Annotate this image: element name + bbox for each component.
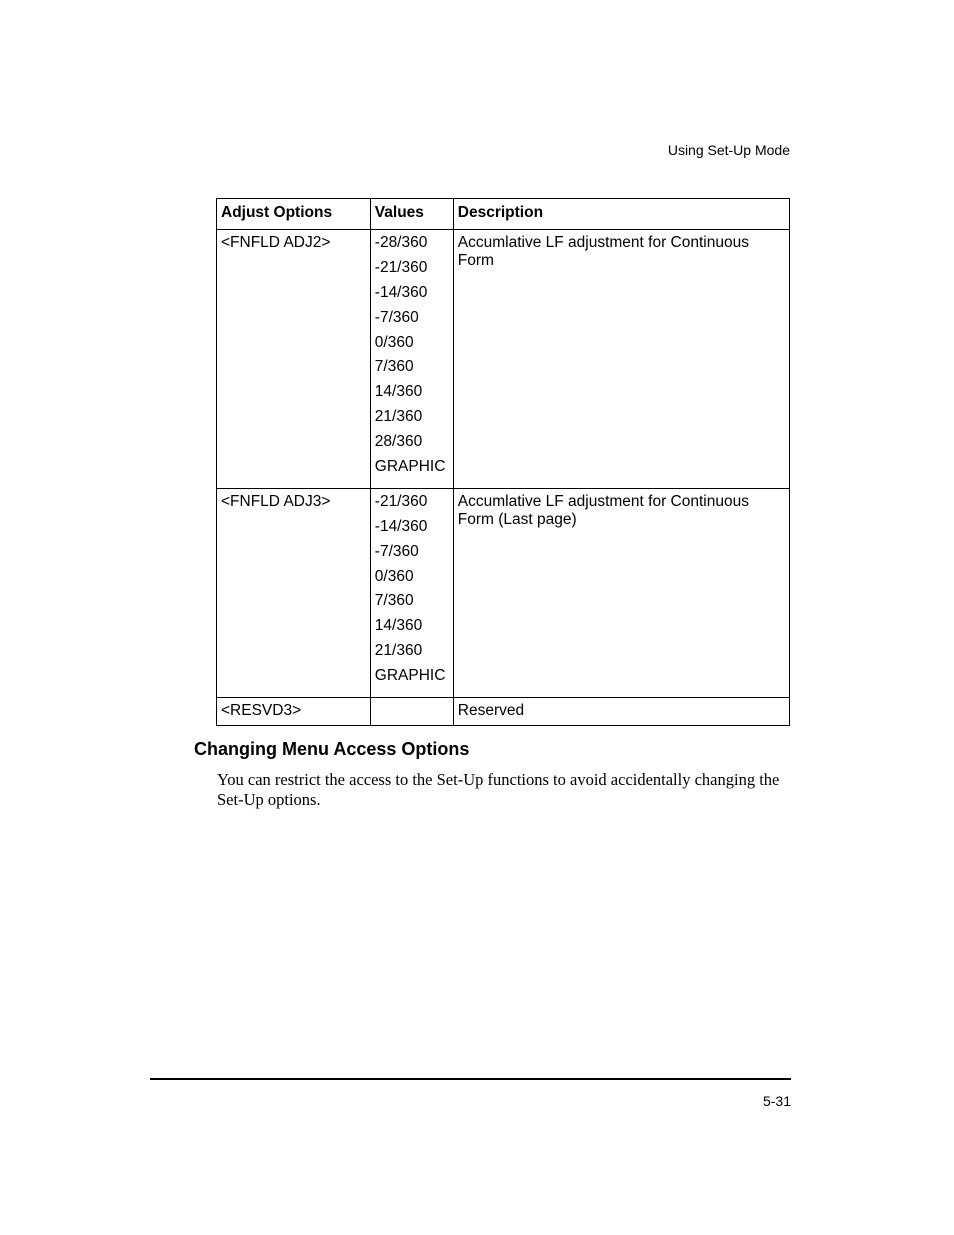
description-cell: Accumlative LF adjustment for Continuous Form (Last page) xyxy=(453,488,789,697)
option-cell: <FNFLD ADJ3> xyxy=(217,488,371,697)
option-cell: <RESVD3> xyxy=(217,698,371,726)
table-row-fnfld-adj2 xyxy=(217,230,790,489)
value-item: GRAPHIC xyxy=(374,667,446,685)
section-heading: Changing Menu Access Options xyxy=(194,739,470,759)
value-item: -14/360 xyxy=(374,283,428,301)
value-item: 7/360 xyxy=(374,592,414,610)
column-header-adjust-options: Adjust Options xyxy=(217,199,371,230)
values-cell xyxy=(370,488,453,697)
values-cell xyxy=(370,230,453,489)
value-item: 14/360 xyxy=(374,383,423,401)
value-item: 7/360 xyxy=(374,358,414,376)
value-item: -28/360 xyxy=(374,234,428,251)
value-item: GRAPHIC xyxy=(374,458,446,476)
description-cell: Accumlative LF adjustment for Continuous Form xyxy=(453,230,789,489)
value-item: 14/360 xyxy=(374,617,423,635)
table-header-row xyxy=(217,199,790,230)
running-header: Using Set-Up Mode xyxy=(667,142,790,158)
table-row-resvd3 xyxy=(217,698,790,726)
adjust-options-table xyxy=(216,198,790,726)
value-item: -21/360 xyxy=(374,492,428,510)
value-item: -14/360 xyxy=(374,517,428,535)
value-item: 0/360 xyxy=(374,567,414,585)
page-number: 5-31 xyxy=(762,1093,791,1109)
column-header-description: Description xyxy=(453,199,789,230)
values-cell xyxy=(370,698,453,726)
footer-rule xyxy=(150,1078,791,1080)
value-item: 21/360 xyxy=(374,642,423,660)
table-row-fnfld-adj3 xyxy=(217,488,790,697)
value-item: 28/360 xyxy=(374,433,423,451)
value-item: 0/360 xyxy=(374,333,414,351)
column-header-values: Values xyxy=(370,199,453,230)
value-item: -7/360 xyxy=(374,308,419,326)
value-item: -21/360 xyxy=(374,258,428,276)
value-item: 21/360 xyxy=(374,408,423,426)
value-item: -7/360 xyxy=(374,542,419,560)
option-cell: <FNFLD ADJ2> xyxy=(217,230,371,489)
section-body-paragraph: You can restrict the access to the Set-Up functions to avoid accidentally changing the Set-Up options. xyxy=(217,770,780,809)
description-cell: Reserved xyxy=(453,698,789,726)
